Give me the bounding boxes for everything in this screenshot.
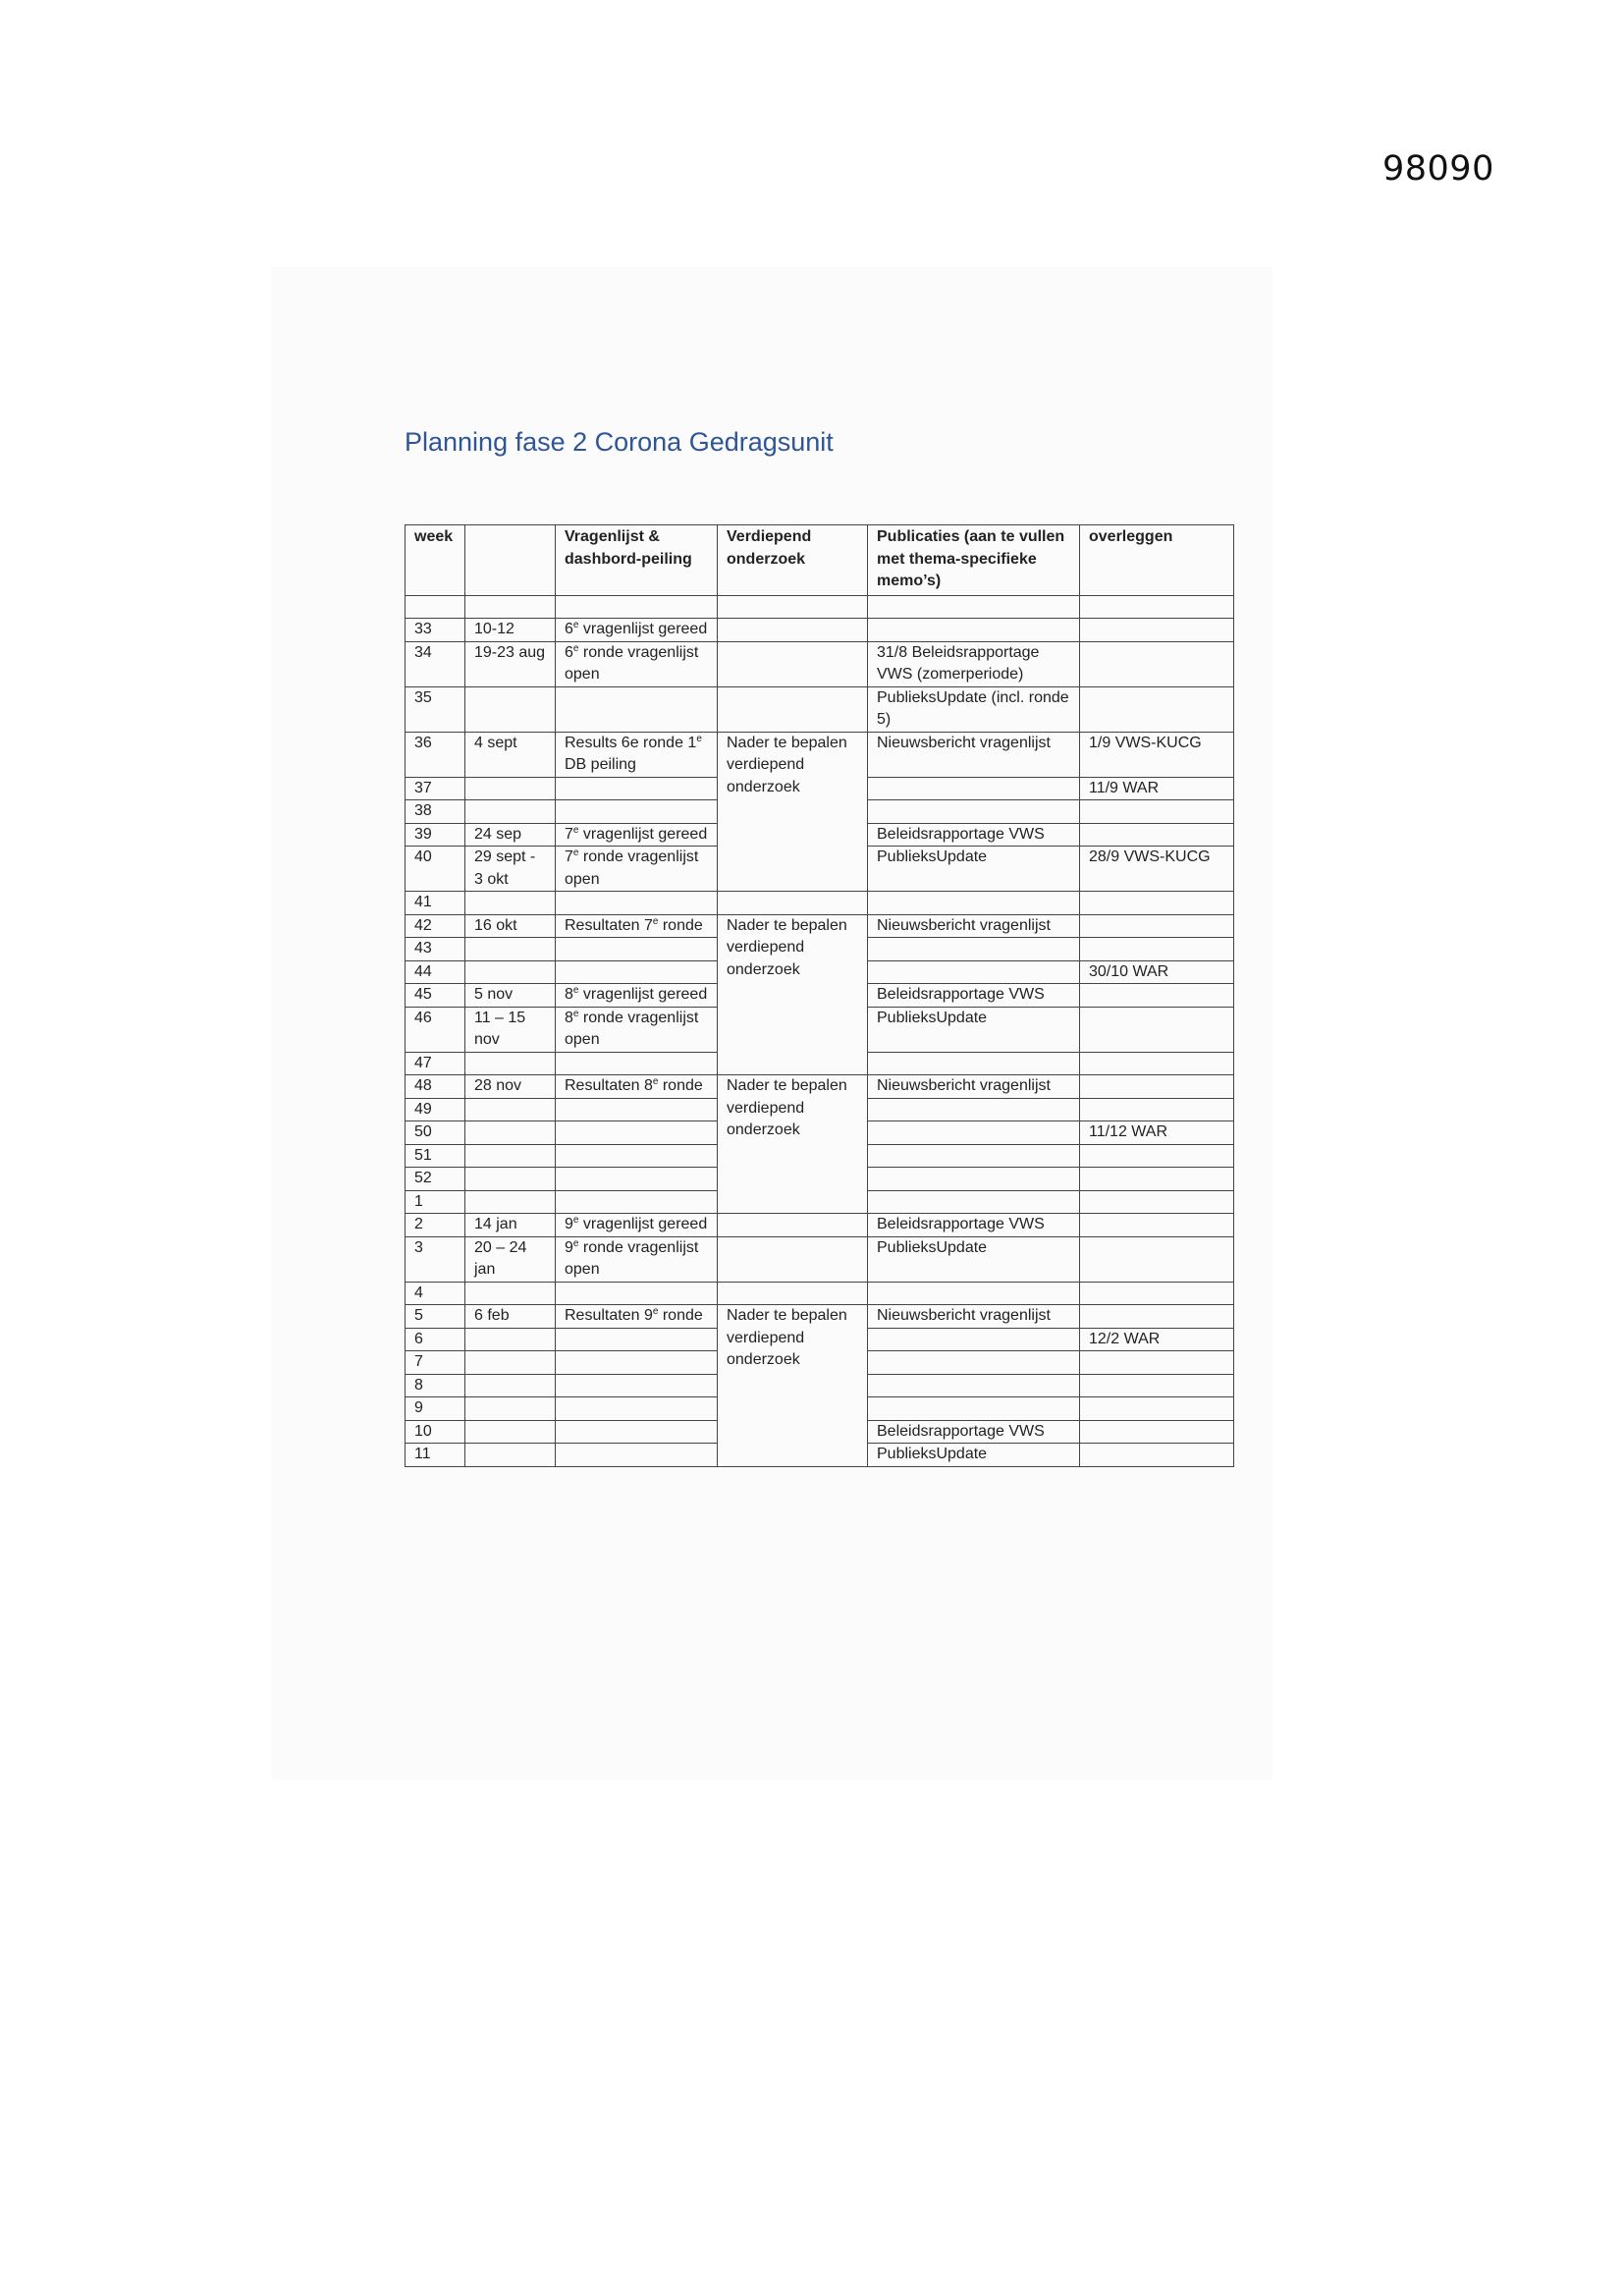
date-cell: 29 sept - 3 okt <box>465 847 556 892</box>
overleg-cell: 30/10 WAR <box>1080 960 1234 984</box>
publicaties-cell <box>868 960 1080 984</box>
week-cell: 46 <box>406 1007 465 1052</box>
overleg-cell <box>1080 800 1234 824</box>
date-cell <box>465 800 556 824</box>
vragenlijst-cell: 6e vragenlijst gereed <box>556 619 718 642</box>
week-cell: 52 <box>406 1168 465 1191</box>
date-cell: 19-23 aug <box>465 641 556 686</box>
week-cell: 43 <box>406 938 465 961</box>
table-row <box>406 596 1234 619</box>
overleg-cell: 28/9 VWS-KUCG <box>1080 847 1234 892</box>
date-cell <box>465 1282 556 1305</box>
date-cell <box>465 686 556 732</box>
date-cell: 5 nov <box>465 984 556 1008</box>
table-row <box>406 619 1234 642</box>
week-cell: 9 <box>406 1397 465 1421</box>
table-body <box>406 596 1234 1467</box>
publicaties-cell: Beleidsrapportage VWS <box>868 1420 1080 1444</box>
publicaties-cell <box>868 1168 1080 1191</box>
overleg-cell <box>1080 1374 1234 1397</box>
verdiepend-cell <box>718 1214 868 1237</box>
week-cell: 40 <box>406 847 465 892</box>
date-cell <box>465 1190 556 1214</box>
vragenlijst-cell <box>556 800 718 824</box>
week-cell: 7 <box>406 1351 465 1375</box>
overleg-cell <box>1080 1075 1234 1099</box>
overleg-cell <box>1080 823 1234 847</box>
week-cell: 50 <box>406 1121 465 1145</box>
vragenlijst-cell <box>556 1328 718 1351</box>
date-cell <box>465 938 556 961</box>
date-cell <box>465 1420 556 1444</box>
header-date <box>465 525 556 596</box>
overleg-cell <box>1080 1007 1234 1052</box>
vragenlijst-cell <box>556 892 718 915</box>
date-cell <box>465 596 556 619</box>
vragenlijst-cell <box>556 686 718 732</box>
vragenlijst-cell: 8e ronde vragenlijst open <box>556 1007 718 1052</box>
vragenlijst-cell <box>556 1282 718 1305</box>
vragenlijst-cell <box>556 1121 718 1145</box>
publicaties-cell <box>868 777 1080 800</box>
table-row <box>406 914 1234 938</box>
week-cell: 35 <box>406 686 465 732</box>
verdiepend-cell: Nader te bepalen verdiepend onderzoek <box>718 1075 868 1214</box>
header-publicaties: Publicaties (aan te vullen met thema-specifieke memo’s) <box>868 525 1080 596</box>
overleg-cell: 1/9 VWS-KUCG <box>1080 732 1234 777</box>
date-cell: 14 jan <box>465 1214 556 1237</box>
page-title: Planning fase 2 Corona Gedragsunit <box>405 427 834 457</box>
publicaties-cell: Beleidsrapportage VWS <box>868 1214 1080 1237</box>
overleg-cell <box>1080 1305 1234 1329</box>
week-cell: 4 <box>406 1282 465 1305</box>
table-row <box>406 1214 1234 1237</box>
vragenlijst-cell <box>556 1190 718 1214</box>
vragenlijst-cell: 6e ronde vragenlijst open <box>556 641 718 686</box>
week-cell: 3 <box>406 1236 465 1282</box>
table-row <box>406 732 1234 777</box>
publicaties-cell <box>868 1282 1080 1305</box>
publicaties-cell: PublieksUpdate <box>868 1007 1080 1052</box>
date-cell <box>465 892 556 915</box>
publicaties-cell <box>868 619 1080 642</box>
vragenlijst-cell <box>556 938 718 961</box>
verdiepend-cell <box>718 686 868 732</box>
week-cell: 39 <box>406 823 465 847</box>
week-cell: 6 <box>406 1328 465 1351</box>
vragenlijst-cell: Resultaten 7e ronde <box>556 914 718 938</box>
publicaties-cell <box>868 938 1080 961</box>
week-cell: 51 <box>406 1144 465 1168</box>
overleg-cell <box>1080 596 1234 619</box>
week-cell: 33 <box>406 619 465 642</box>
overleg-cell: 12/2 WAR <box>1080 1328 1234 1351</box>
overleg-cell: 11/9 WAR <box>1080 777 1234 800</box>
date-cell: 20 – 24 jan <box>465 1236 556 1282</box>
overleg-cell <box>1080 1351 1234 1375</box>
date-cell <box>465 1444 556 1467</box>
table-row <box>406 1236 1234 1282</box>
publicaties-cell <box>868 800 1080 824</box>
overleg-cell <box>1080 984 1234 1008</box>
publicaties-cell <box>868 1098 1080 1121</box>
date-cell <box>465 1098 556 1121</box>
date-cell: 4 sept <box>465 732 556 777</box>
publicaties-cell: Beleidsrapportage VWS <box>868 823 1080 847</box>
week-cell: 47 <box>406 1052 465 1075</box>
table-row <box>406 892 1234 915</box>
verdiepend-cell <box>718 596 868 619</box>
overleg-cell <box>1080 1214 1234 1237</box>
overleg-cell <box>1080 1144 1234 1168</box>
vragenlijst-cell: Results 6e ronde 1e DB peiling <box>556 732 718 777</box>
planning-table <box>405 524 1234 1467</box>
verdiepend-cell <box>718 641 868 686</box>
week-cell: 49 <box>406 1098 465 1121</box>
verdiepend-cell <box>718 1282 868 1305</box>
overleg-cell <box>1080 1397 1234 1421</box>
vragenlijst-cell <box>556 1144 718 1168</box>
week-cell: 1 <box>406 1190 465 1214</box>
date-cell <box>465 1351 556 1375</box>
overleg-cell <box>1080 1282 1234 1305</box>
publicaties-cell: PublieksUpdate (incl. ronde 5) <box>868 686 1080 732</box>
publicaties-cell <box>868 1052 1080 1075</box>
verdiepend-cell <box>718 892 868 915</box>
verdiepend-cell <box>718 1236 868 1282</box>
week-cell: 36 <box>406 732 465 777</box>
week-cell: 34 <box>406 641 465 686</box>
week-cell: 38 <box>406 800 465 824</box>
overleg-cell: 11/12 WAR <box>1080 1121 1234 1145</box>
header-vragenlijst: Vragenlijst & dashbord-peiling <box>556 525 718 596</box>
publicaties-cell <box>868 1328 1080 1351</box>
week-cell: 42 <box>406 914 465 938</box>
vragenlijst-cell <box>556 1052 718 1075</box>
verdiepend-cell <box>718 619 868 642</box>
week-cell: 8 <box>406 1374 465 1397</box>
verdiepend-cell: Nader te bepalen verdiepend onderzoek <box>718 914 868 1075</box>
publicaties-cell: Nieuwsbericht vragenlijst <box>868 1305 1080 1329</box>
date-cell: 10-12 <box>465 619 556 642</box>
header-week: week <box>406 525 465 596</box>
week-cell: 48 <box>406 1075 465 1099</box>
overleg-cell <box>1080 1444 1234 1467</box>
vragenlijst-cell: 7e vragenlijst gereed <box>556 823 718 847</box>
date-cell <box>465 960 556 984</box>
publicaties-cell: 31/8 Beleidsrapportage VWS (zomerperiode) <box>868 641 1080 686</box>
publicaties-cell: PublieksUpdate <box>868 847 1080 892</box>
publicaties-cell: Nieuwsbericht vragenlijst <box>868 914 1080 938</box>
week-cell: 11 <box>406 1444 465 1467</box>
vragenlijst-cell <box>556 1351 718 1375</box>
date-cell <box>465 1144 556 1168</box>
overleg-cell <box>1080 1168 1234 1191</box>
overleg-cell <box>1080 1236 1234 1282</box>
header-verdiepend: Verdiepend onderzoek <box>718 525 868 596</box>
vragenlijst-cell <box>556 596 718 619</box>
header-overleggen: overleggen <box>1080 525 1234 596</box>
date-cell <box>465 1397 556 1421</box>
overleg-cell <box>1080 686 1234 732</box>
table-row <box>406 1075 1234 1099</box>
date-cell <box>465 1168 556 1191</box>
date-cell <box>465 777 556 800</box>
date-cell <box>465 1374 556 1397</box>
overleg-cell <box>1080 892 1234 915</box>
overleg-cell <box>1080 641 1234 686</box>
vragenlijst-cell: 9e vragenlijst gereed <box>556 1214 718 1237</box>
publicaties-cell <box>868 1374 1080 1397</box>
publicaties-cell: PublieksUpdate <box>868 1236 1080 1282</box>
document-number: 98090 <box>1382 149 1494 189</box>
vragenlijst-cell <box>556 1168 718 1191</box>
publicaties-cell <box>868 1351 1080 1375</box>
date-cell: 28 nov <box>465 1075 556 1099</box>
overleg-cell <box>1080 1190 1234 1214</box>
vragenlijst-cell <box>556 777 718 800</box>
publicaties-cell: Nieuwsbericht vragenlijst <box>868 732 1080 777</box>
publicaties-cell <box>868 596 1080 619</box>
week-cell: 45 <box>406 984 465 1008</box>
verdiepend-cell: Nader te bepalen verdiepend onderzoek <box>718 1305 868 1467</box>
vragenlijst-cell <box>556 960 718 984</box>
week-cell: 2 <box>406 1214 465 1237</box>
publicaties-cell: Beleidsrapportage VWS <box>868 984 1080 1008</box>
vragenlijst-cell: 8e vragenlijst gereed <box>556 984 718 1008</box>
date-cell: 6 feb <box>465 1305 556 1329</box>
verdiepend-cell: Nader te bepalen verdiepend onderzoek <box>718 732 868 892</box>
overleg-cell <box>1080 1052 1234 1075</box>
publicaties-cell: Nieuwsbericht vragenlijst <box>868 1075 1080 1099</box>
vragenlijst-cell: 9e ronde vragenlijst open <box>556 1236 718 1282</box>
publicaties-cell <box>868 1144 1080 1168</box>
publicaties-cell <box>868 1190 1080 1214</box>
date-cell <box>465 1052 556 1075</box>
week-cell: 44 <box>406 960 465 984</box>
vragenlijst-cell <box>556 1098 718 1121</box>
vragenlijst-cell <box>556 1420 718 1444</box>
vragenlijst-cell: Resultaten 8e ronde <box>556 1075 718 1099</box>
table-row <box>406 686 1234 732</box>
publicaties-cell <box>868 892 1080 915</box>
overleg-cell <box>1080 1098 1234 1121</box>
publicaties-cell <box>868 1121 1080 1145</box>
week-cell: 5 <box>406 1305 465 1329</box>
overleg-cell <box>1080 938 1234 961</box>
vragenlijst-cell: 7e ronde vragenlijst open <box>556 847 718 892</box>
date-cell <box>465 1121 556 1145</box>
week-cell: 41 <box>406 892 465 915</box>
vragenlijst-cell: Resultaten 9e ronde <box>556 1305 718 1329</box>
table-row <box>406 641 1234 686</box>
table-row <box>406 1305 1234 1329</box>
vragenlijst-cell <box>556 1397 718 1421</box>
publicaties-cell <box>868 1397 1080 1421</box>
vragenlijst-cell <box>556 1444 718 1467</box>
week-cell: 37 <box>406 777 465 800</box>
week-cell <box>406 596 465 619</box>
week-cell: 10 <box>406 1420 465 1444</box>
date-cell: 24 sep <box>465 823 556 847</box>
date-cell: 16 okt <box>465 914 556 938</box>
table-header-row <box>406 525 1234 596</box>
overleg-cell <box>1080 1420 1234 1444</box>
date-cell <box>465 1328 556 1351</box>
date-cell: 11 – 15 nov <box>465 1007 556 1052</box>
publicaties-cell: PublieksUpdate <box>868 1444 1080 1467</box>
table-row <box>406 1282 1234 1305</box>
overleg-cell <box>1080 914 1234 938</box>
overleg-cell <box>1080 619 1234 642</box>
vragenlijst-cell <box>556 1374 718 1397</box>
